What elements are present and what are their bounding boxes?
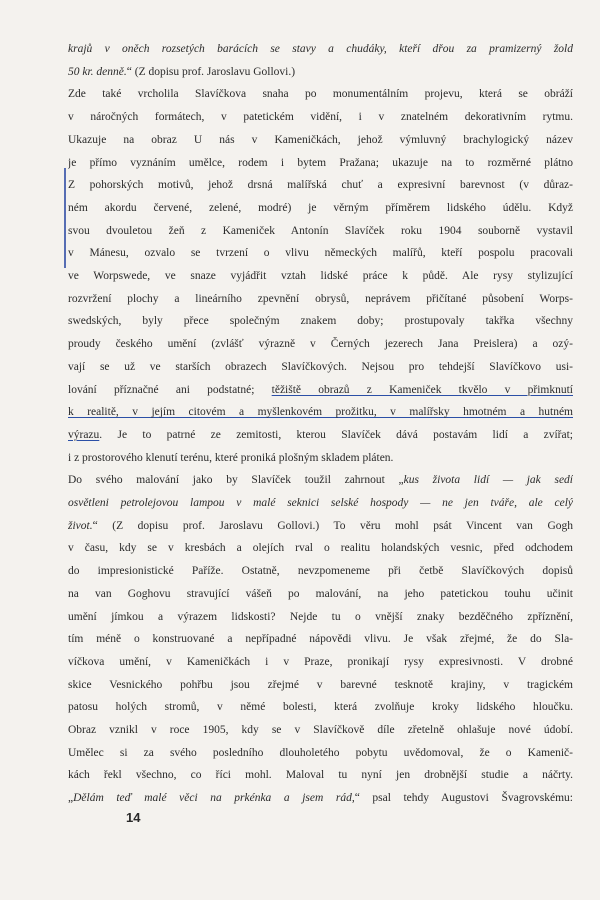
text-line [68, 746, 573, 760]
text-span: na van Goghovu stravující vášeň po malování, na jeho patetickou touhu učinit [68, 587, 573, 600]
italic-text: Dělám teď malé věci na prkénka a jsem rád, [73, 792, 355, 805]
underlined-text: k realitě, v jejím citovém a myšlenkovém prožitku, v malířsky hmotném a hutném [68, 406, 573, 419]
text-span: “ (Z dopisu prof. Jaroslavu Gollovi.) [126, 65, 296, 78]
text-line [68, 383, 573, 397]
text-span: lování příznačné ani podstatné; [68, 383, 272, 396]
text-line [68, 42, 573, 56]
text-line [68, 473, 573, 487]
text-line [68, 541, 573, 555]
text-span: Z pohorských motivů, jehož drsná malířská chuť a expresivní barevnost (v důraz- [68, 179, 573, 192]
text-span: “ (Z dopisu prof. Jaroslavu Gollovi.) To věru mohl psát Vincent van Gogh [92, 519, 573, 532]
text-span: Ukazuje na obraz U nás v Kameničkách, jehož výmluvný brachylogický název [68, 133, 573, 146]
text-span: patosu holých stromů, v němé bolesti, která zvolňuje kroky lidského hloučku. [68, 701, 573, 714]
text-span: je přímo vyznáním umělce, rodem i bytem Pražana; ukazuje na to rozměrné plátno [68, 156, 573, 169]
text-span: Obraz vznikl v roce 1905, kdy se v Slavíčkově díle zřetelně ohlašuje nové údobí. [68, 724, 573, 736]
text-line [68, 700, 573, 714]
text-line [68, 587, 573, 601]
text-span: ve Worpswede, ve snaze vyjádřit vztah lidské práce k půdě. Ale rysy stylizující [68, 270, 573, 282]
text-span: v času, kdy se v kresbách a olejích rval o realitu holandských vesnic, před odchodem [68, 542, 573, 555]
text-line [68, 405, 573, 419]
text-line [68, 723, 573, 737]
text-line [68, 133, 573, 147]
underlined-text: výrazu [68, 428, 100, 441]
text-line [68, 178, 573, 192]
text-span: kách řekl všechno, co říci mohl. Maloval tu nyní jen drobnější studie a náčrty. [68, 769, 573, 782]
text-line [68, 768, 573, 782]
text-line [68, 360, 573, 374]
italic-text: krajů v oněch rozsetých barácích se stavy a chudáky, kteří dřou za pramizerný žold [68, 43, 573, 55]
page-number: 14 [126, 810, 141, 825]
text-line [68, 110, 573, 124]
italic-text: 50 kr. denně. [68, 65, 127, 78]
text-span: skice Vesnického pohřbu jsou zřejmé v barevné tesknotě krajiny, v tragickém [68, 678, 573, 691]
text-span: do impresionistické Paříže. Ostatně, nevzpomeneme při četbě Slavíčkových dopisů [68, 565, 573, 578]
text-line [68, 224, 573, 238]
italic-text: kus života lidí — jak sedí [403, 474, 573, 487]
text-span: tím méně o konstruované a nepřípadné nápovědi vlivu. Je však zřejmé, že do Sla- [68, 633, 573, 646]
text-span: proudy českého umění (zvlášť výrazně v Černých jezerech Jana Preislera) a ozý- [68, 338, 573, 351]
text-line [68, 292, 573, 306]
text-span: Umělec si za svého posledního dlouholetého pobytu uvědomoval, že o Kamenič- [68, 746, 573, 759]
text-line [68, 87, 573, 101]
text-line [68, 156, 573, 170]
italic-text: život. [68, 519, 93, 532]
text-span: “ psal tehdy Augustovi Švagrovskému: [354, 792, 573, 805]
text-span: vají se už ve starších obrazech Slavíčkových. Nejsou pro tehdejší Slavíčkovo usi- [68, 360, 573, 373]
text-line [68, 201, 573, 215]
text-span: svou dvouletou žeň z Kameniček Antonín Slavíček roku 1904 souborně vystavil [68, 224, 573, 237]
text-span: v Mánesu, ozvalo se tvrzení o vlivu německých malířů, kteří pospolu pracovali [68, 247, 573, 260]
text-span: swedských, byly přece společným znakem doby; prostupovaly takřka všechny [68, 315, 573, 328]
text-span: víčkova umění, v Kameničkách i v Praze, pronikají rysy expresivnosti. V drobné [68, 655, 573, 668]
text-span: i z prostorového klenutí terénu, které proniká plošným skladem pláten. [68, 451, 394, 464]
text-line [68, 519, 573, 533]
text-span: „ [68, 792, 74, 805]
italic-text: osvětleni petrolejovou lampou v malé seknici selské hospody — ne jen tváře, ale celý [68, 497, 573, 509]
text-line [68, 314, 573, 328]
text-line [68, 610, 573, 624]
text-line [68, 65, 573, 79]
text-span: umění jímkou a výrazem lidskosti? Nejde tu o vnější znaky bezděčného zpříznění, [68, 610, 573, 623]
underlined-text: těžiště obrazů z Kameniček tkvělo v přimknutí [271, 383, 573, 396]
text-span: ném akordu červené, zelené, modré) je věrným příměrem lidského údělu. Když [68, 201, 573, 214]
text-line [68, 655, 573, 669]
text-span: v náročných formátech, v patetickém vidění, i v znatelném dekorativním rytmu. [68, 111, 573, 124]
text-line [68, 791, 573, 805]
text-line [68, 428, 573, 442]
text-line [68, 337, 573, 351]
text-span: Zde také vrcholila Slavíčkova snaha po monumentálním projevu, která se obráží [68, 88, 573, 101]
text-line [68, 678, 573, 692]
text-span: Do svého malování jako by Slavíček toužil zahrnout „ [68, 474, 404, 487]
text-span: . Je to patrné ze zemitosti, kterou Slavíček dává postavám lidí a zvířat; [99, 428, 573, 441]
text-line [68, 246, 573, 260]
text-line [68, 451, 573, 465]
text-line [68, 564, 573, 578]
text-line [68, 632, 573, 646]
text-line [68, 269, 573, 283]
margin-pencil-mark [64, 168, 66, 268]
text-span: rozvržení plochy a lineárního zpevnění obrysů, neprávem přičítané působení Worps- [68, 292, 573, 305]
text-line [68, 496, 573, 510]
